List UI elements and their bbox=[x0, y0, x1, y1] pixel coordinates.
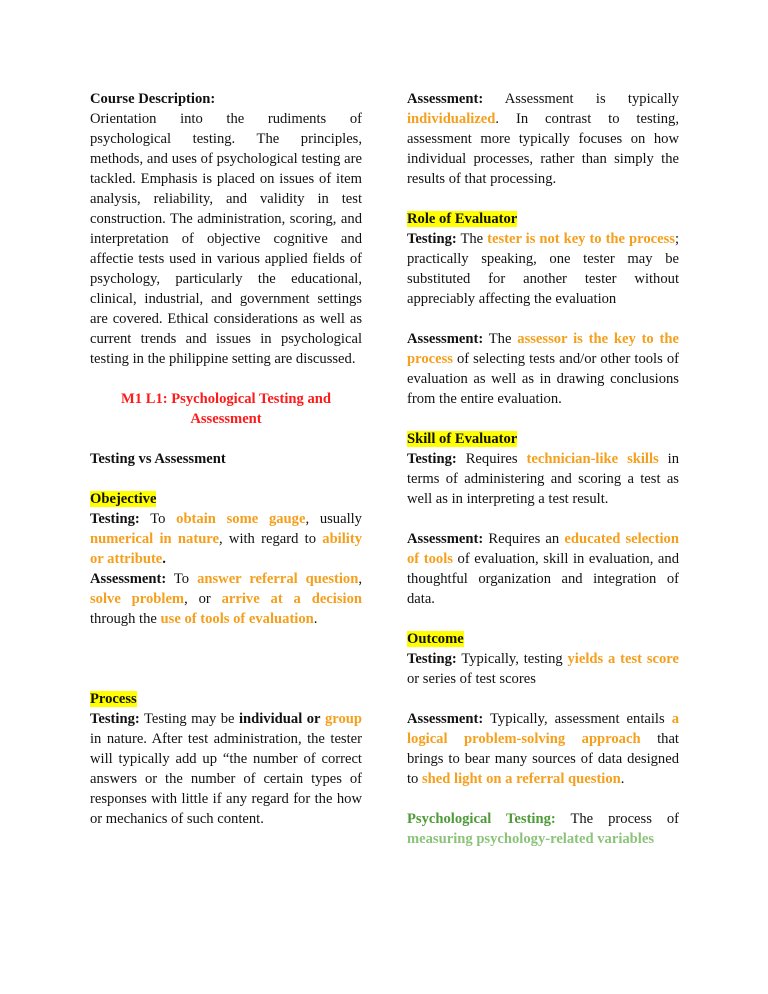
outcome-section: Outcome Testing: Typically, testing yields a test score or series of test scores bbox=[407, 631, 679, 687]
lesson-title: M1 L1: Psychological Testing and Assessment bbox=[120, 391, 331, 427]
process-heading: Process bbox=[90, 691, 137, 707]
role-heading: Role of Evaluator bbox=[407, 211, 518, 227]
outcome-heading: Outcome bbox=[407, 631, 464, 647]
left-column bbox=[90, 89, 362, 829]
skill-section: Skill of Evaluator Testing: Requires technician-like skills in terms of administering and scoring a test as well as in interpreting a test result. bbox=[407, 431, 679, 507]
outcome-assessment: Assessment: Typically, assessment entails a logical problem-solving approach that brings to bear many sources of data designed to shed light on a referral question. bbox=[407, 711, 679, 787]
subheading: Testing vs Assessment bbox=[90, 451, 226, 467]
course-heading: Course Description: bbox=[90, 91, 216, 107]
process-section: Process Testing: Testing may be individual or group in nature. After test administration, the tester will typically add up “the number of correct answers or the number of certain types of responses with little if any regard for the how or mechanics of such content. bbox=[90, 691, 362, 827]
skill-assessment: Assessment: Requires an educated selection of tools of evaluation, skill in evaluation, and thoughtful organization and integration of data. bbox=[407, 531, 679, 607]
right-column bbox=[407, 89, 679, 849]
objective-heading: Obejective bbox=[90, 491, 157, 507]
psychological-testing-definition: Psychological Testing: The process of measuring psychology-related variables bbox=[407, 811, 680, 847]
course-text: Orientation into the rudiments of psychological testing. The principles, methods, and uses of psychological testing are tackled. Emphasis is placed on issues of item analysis, reliability, and validity in test construction. The administration, scoring, and interpretation of objective cognitive and affectie tests used in various applied fields of psychology, particularly the educational, clinical, industrial, and government settings are covered. Ethical considerations as well as current trends and issues in psychological testing in the philippine setting are discussed. bbox=[90, 111, 362, 367]
role-assessment: Assessment: The assessor is the key to the process of selecting tests and/or other tools of evaluation as well as in drawing conclusions from the entire evaluation. bbox=[407, 331, 679, 407]
role-section: Role of Evaluator Testing: The tester is not key to the process; practically speaking, one tester may be substituted for another tester without appreciably affecting the evaluation bbox=[407, 211, 679, 307]
assessment-individualized: Assessment: Assessment is typically individualized. In contrast to testing, assessment more typically focuses on how individual processes, rather than simply the results of that processing. bbox=[407, 91, 679, 187]
course-description bbox=[90, 89, 362, 369]
skill-heading: Skill of Evaluator bbox=[407, 431, 518, 447]
objective-section: Obejective Testing: To obtain some gauge, usually numerical in nature, with regard to ability or attribute. Assessment: To answer referral question, solve problem, or arrive at a decision through the use of tools of evaluation. bbox=[90, 491, 362, 627]
